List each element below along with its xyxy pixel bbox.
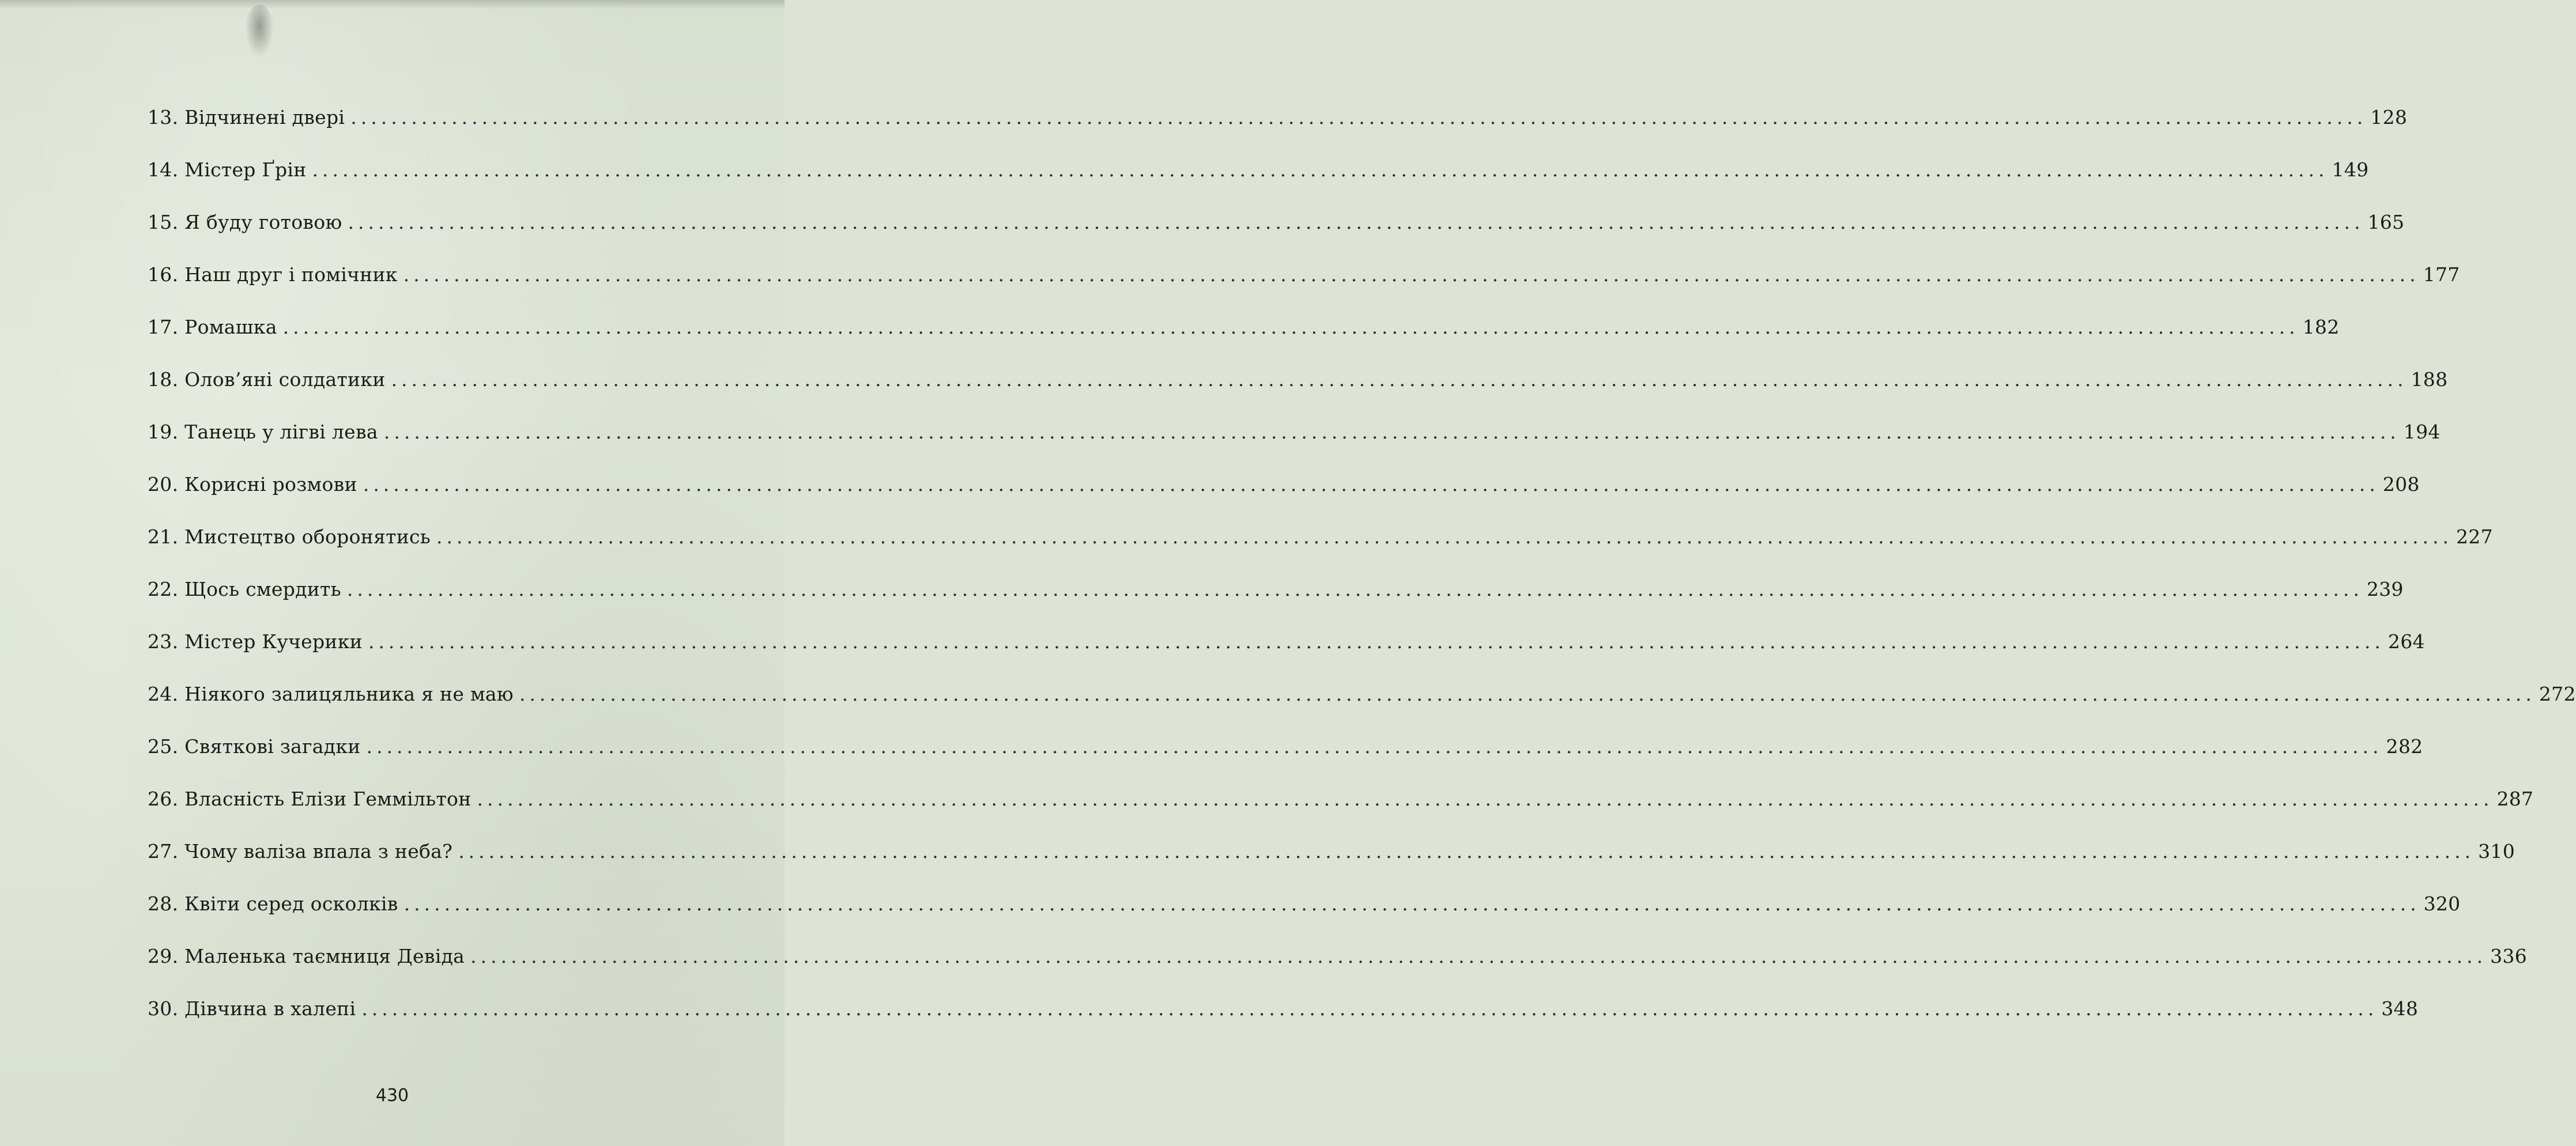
entry-title: 14. Містер Ґрін	[148, 158, 307, 181]
entry-page-number: 272	[2539, 683, 2576, 705]
page-number: 430	[375, 1086, 409, 1106]
ink-smudge	[245, 5, 274, 58]
toc-entry	[148, 211, 2405, 263]
entry-title: 29. Маленька таємниця Девіда	[148, 945, 465, 967]
entry-title: 22. Щось смердить	[148, 578, 341, 600]
entry-title: 26. Власність Елізи Геммільтон	[148, 788, 472, 810]
entry-page-number: 128	[2370, 106, 2408, 128]
toc-entry	[148, 158, 2369, 211]
toc-entry	[148, 788, 2534, 840]
toc-entry	[148, 106, 2408, 158]
entry-page-number: 264	[2388, 630, 2425, 653]
table-of-contents	[148, 106, 2576, 1050]
toc-entry	[148, 263, 2460, 316]
entry-page-number: 227	[2456, 525, 2493, 548]
entry-page-number: 194	[2403, 421, 2441, 443]
dot-leader: ........................................................................................................................................................................................................	[361, 997, 2378, 1020]
toc-entry	[148, 840, 2515, 892]
entry-title: 28. Квіти серед осколків	[148, 892, 398, 915]
dot-leader: ........................................................................................................................................................................................................	[470, 945, 2487, 967]
entry-title: 27. Чому валіза впала з неба?	[148, 840, 453, 863]
dot-leader: ........................................................................................................................................................................................................	[477, 788, 2494, 810]
dot-leader: ........................................................................................................................................................................................................	[366, 735, 2383, 758]
entry-title: 30. Дівчина в халепі	[148, 997, 356, 1020]
entry-title: 13. Відчинені двері	[148, 106, 345, 128]
entry-title: 21. Мистецтво оборонятись	[148, 525, 431, 548]
entry-page-number: 348	[2381, 997, 2419, 1020]
toc-entry	[148, 892, 2461, 945]
toc-entry	[148, 997, 2419, 1050]
entry-title: 16. Наш друг і помічник	[148, 263, 398, 286]
entry-page-number: 177	[2423, 263, 2460, 286]
toc-entry	[148, 368, 2448, 421]
entry-title: 17. Ромашка	[148, 316, 277, 338]
entry-title: 19. Танець у лігві лева	[148, 421, 378, 443]
entry-page-number: 188	[2411, 368, 2448, 391]
dot-leader: ........................................................................................................................................................................................................	[348, 211, 2364, 233]
dot-leader: ........................................................................................................................................................................................................	[519, 683, 2536, 705]
dot-leader: ........................................................................................................................................................................................................	[383, 421, 2400, 443]
toc-entry	[148, 421, 2441, 473]
dot-leader: ........................................................................................................................................................................................................	[391, 368, 2408, 391]
dot-leader: ........................................................................................................................................................................................................	[363, 473, 2379, 496]
entry-title: 18. Олов’яні солдатики	[148, 368, 386, 391]
entry-page-number: 239	[2366, 578, 2404, 600]
toc-entry	[148, 525, 2493, 578]
entry-page-number: 336	[2490, 945, 2528, 967]
toc-entry	[148, 945, 2528, 997]
dot-leader: ........................................................................................................................................................................................................	[282, 316, 2299, 338]
dot-leader: ........................................................................................................................................................................................................	[458, 840, 2475, 863]
entry-title: 24. Ніякого залицяльника я не маю	[148, 683, 514, 705]
dot-leader: ........................................................................................................................................................................................................	[350, 106, 2367, 128]
entry-title: 23. Містер Кучерики	[148, 630, 363, 653]
entry-page-number: 282	[2386, 735, 2423, 758]
dot-leader: ........................................................................................................................................................................................................	[403, 263, 2420, 286]
dot-leader: ........................................................................................................................................................................................................	[346, 578, 2363, 600]
entry-title: 20. Корисні розмови	[148, 473, 357, 496]
toc-entry	[148, 683, 2576, 735]
entry-title: 25. Святкові загадки	[148, 735, 361, 758]
entry-page-number: 149	[2332, 158, 2369, 181]
dot-leader: ........................................................................................................................................................................................................	[368, 630, 2385, 653]
entry-page-number: 287	[2496, 788, 2534, 810]
dot-leader: ........................................................................................................................................................................................................	[436, 525, 2453, 548]
toc-entry	[148, 316, 2340, 368]
toc-entry	[148, 735, 2423, 788]
entry-title: 15. Я буду готовою	[148, 211, 342, 233]
page-top-edge	[0, 0, 785, 9]
entry-page-number: 320	[2423, 892, 2461, 915]
entry-page-number: 182	[2302, 316, 2340, 338]
toc-entry	[148, 630, 2425, 683]
toc-entry	[148, 473, 2420, 525]
toc-entry	[148, 578, 2404, 630]
dot-leader: ........................................................................................................................................................................................................	[312, 158, 2329, 181]
entry-page-number: 208	[2382, 473, 2420, 496]
entry-page-number: 310	[2478, 840, 2515, 863]
entry-page-number: 165	[2367, 211, 2405, 233]
dot-leader: ........................................................................................................................................................................................................	[403, 892, 2420, 915]
